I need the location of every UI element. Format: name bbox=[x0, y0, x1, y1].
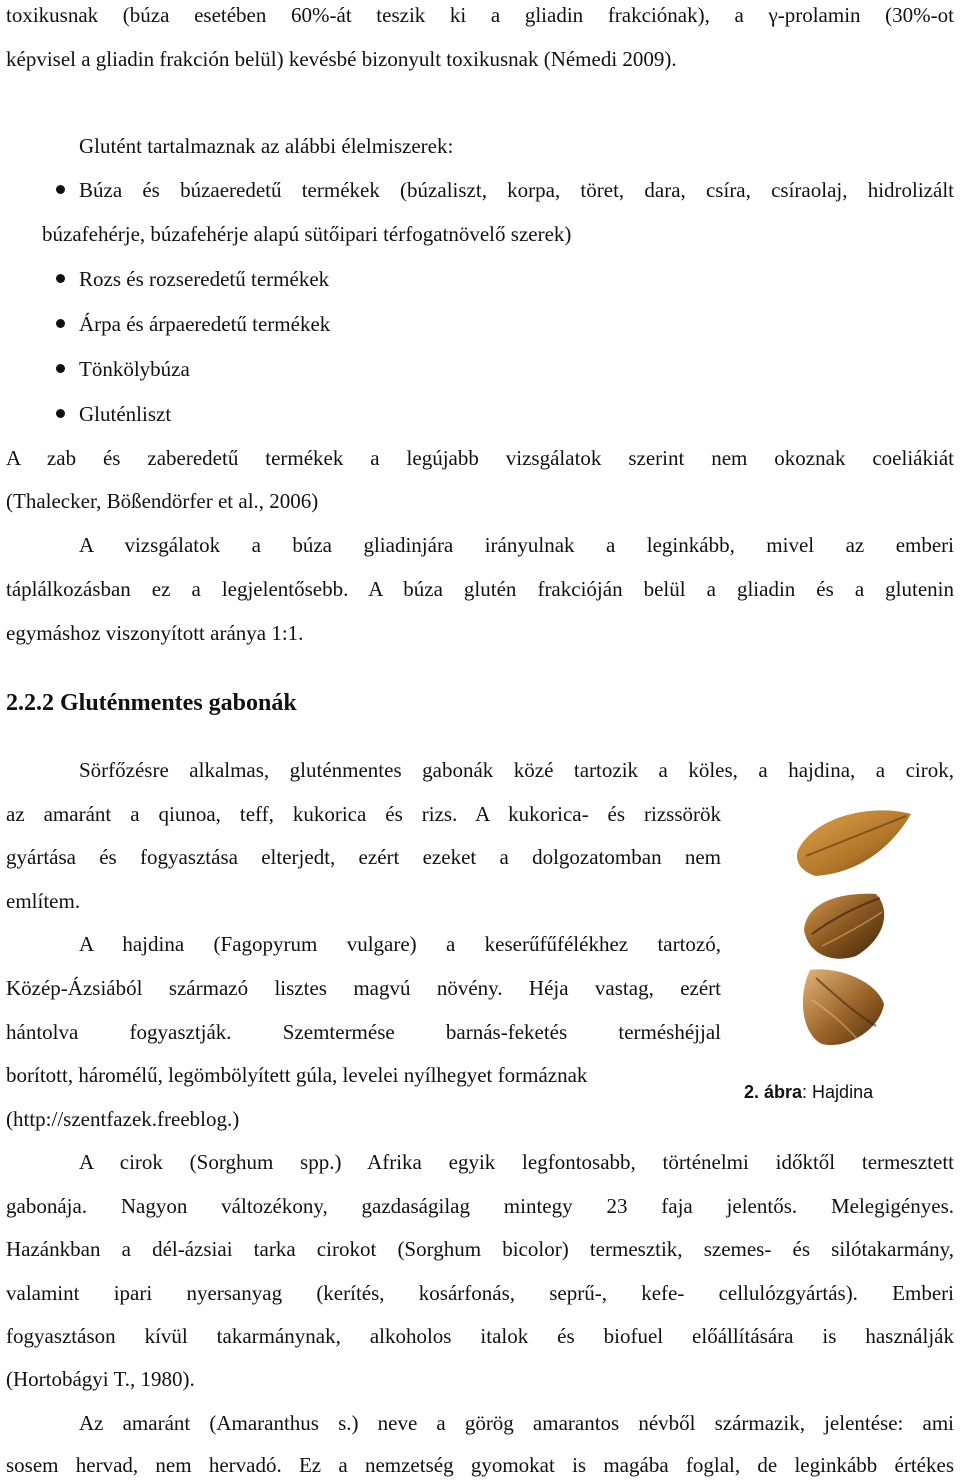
haj-line-4: borított, háromélű, legömbölyített gúla, levelei nyílhegyet formáznak bbox=[6, 1063, 588, 1087]
bullet-dot bbox=[56, 319, 65, 328]
bullet-dot bbox=[56, 185, 65, 194]
cir-line-1: A cirok (Sorghum spp.) Afrika egyik legfontosabb, történelmi időktől termesztett bbox=[79, 1150, 954, 1174]
cir-line-3: Hazánkban a dél-ázsiai tarka cirokot (Sorghum bicolor) termesztik, szemes- és silótakarmány, bbox=[6, 1237, 954, 1261]
haj-line-1: A hajdina (Fagopyrum vulgare) a keserűfűfélékhez tartozó, bbox=[79, 932, 721, 956]
zab-line-1: A zab és zaberedetű termékek a legújabb vizsgálatok szerint nem okoznak coeliákiát bbox=[6, 446, 954, 470]
cir-line-4: valamint ipari nyersanyag (kerítés, kosárfonás, seprű-, kefe- cellulózgyártás). Emberi bbox=[6, 1281, 954, 1305]
ama-line-1: Az amaránt (Amaranthus s.) neve a görög amarantos névből származik, jelentése: ami bbox=[79, 1411, 954, 1435]
figure-caption bbox=[744, 1080, 873, 1104]
ama-line-2: sosem hervad, nem hervadó. Ez a nemzetség gyomokat is magába foglal, de leginkább értékes bbox=[6, 1453, 954, 1477]
haj-line-3: hántolva fogyasztják. Szemtermése barnás-feketés terméshéjjal bbox=[6, 1020, 721, 1044]
bullet-dot bbox=[56, 364, 65, 373]
seed-top bbox=[797, 810, 911, 876]
buckwheat-figure bbox=[746, 800, 936, 1060]
vizsg-line-2: táplálkozásban ez a legjelentősebb. A búza glutén frakcióján belül a gliadin és a glutenin bbox=[6, 577, 954, 601]
bullet-dot bbox=[56, 409, 65, 418]
bullet-item-2: Rozs és rozseredetű termékek bbox=[79, 267, 330, 291]
sor-line-4: említem. bbox=[6, 889, 81, 913]
bullet-item-5: Gluténliszt bbox=[79, 402, 172, 426]
section-heading: 2.2.2 Gluténmentes gabonák bbox=[6, 690, 297, 716]
cir-line-6: (Hortobágyi T., 1980). bbox=[6, 1367, 195, 1391]
haj-line-5: (http://szentfazek.freeblog.) bbox=[6, 1107, 240, 1131]
sor-line-2: az amaránt a qiunoa, teff, kukorica és rizs. A kukorica- és rizssörök bbox=[6, 802, 721, 826]
bullet-item-3: Árpa és árpaeredetű termékek bbox=[79, 312, 331, 336]
zab-line-2: (Thalecker, Bößendörfer et al., 2006) bbox=[6, 489, 319, 513]
cir-line-5: fogyasztáson kívül takarmánynak, alkoholos italok és biofuel előállítására is használják bbox=[6, 1324, 954, 1348]
intro-line-1: toxikusnak (búza esetében 60%-át teszik ki a gliadin frakciónak), a γ-prolamin (30%-ot bbox=[6, 3, 954, 27]
haj-line-2: Közép-Ázsiából származó lisztes magvú növény. Héja vastag, ezért bbox=[6, 976, 721, 1000]
bullet-dot bbox=[56, 274, 65, 283]
figure-caption-text: : Hajdina bbox=[802, 1082, 874, 1102]
cir-line-2: gabonája. Nagyon változékony, gazdaságilag mintegy 23 faja jelentős. Melegigényes. bbox=[6, 1194, 954, 1218]
seed-middle bbox=[804, 894, 884, 959]
vizsg-line-3: egymáshoz viszonyított aránya 1:1. bbox=[6, 621, 304, 645]
seed-bottom bbox=[803, 969, 884, 1045]
buckwheat-seeds-image bbox=[746, 800, 936, 1060]
list-intro: Glutént tartalmaznak az alábbi élelmiszerek: bbox=[79, 134, 454, 158]
sor-line-1: Sörfőzésre alkalmas, gluténmentes gabonák közé tartozik a köles, a hajdina, a cirok, bbox=[79, 758, 954, 782]
intro-line-2: képvisel a gliadin frakción belül) kevésbé bizonyult toxikusnak (Némedi 2009). bbox=[6, 47, 677, 71]
vizsg-line-1: A vizsgálatok a búza gliadinjára irányulnak a leginkább, mivel az emberi bbox=[79, 533, 954, 557]
sor-line-3: gyártása és fogyasztása elterjedt, ezért ezeket a dolgozatomban nem bbox=[6, 845, 721, 869]
bullet-item-1: Búza és búzaeredetű termékek (búzaliszt, korpa, töret, dara, csíra, csíraolaj, hidrolizált bbox=[79, 178, 954, 202]
bullet-item-1-continuation: búzafehérje, búzafehérje alapú sütőipari térfogatnövelő szerek) bbox=[42, 222, 572, 246]
bullet-item-4: Tönkölybúza bbox=[79, 357, 190, 381]
figure-caption-number: 2. ábra bbox=[744, 1082, 803, 1102]
